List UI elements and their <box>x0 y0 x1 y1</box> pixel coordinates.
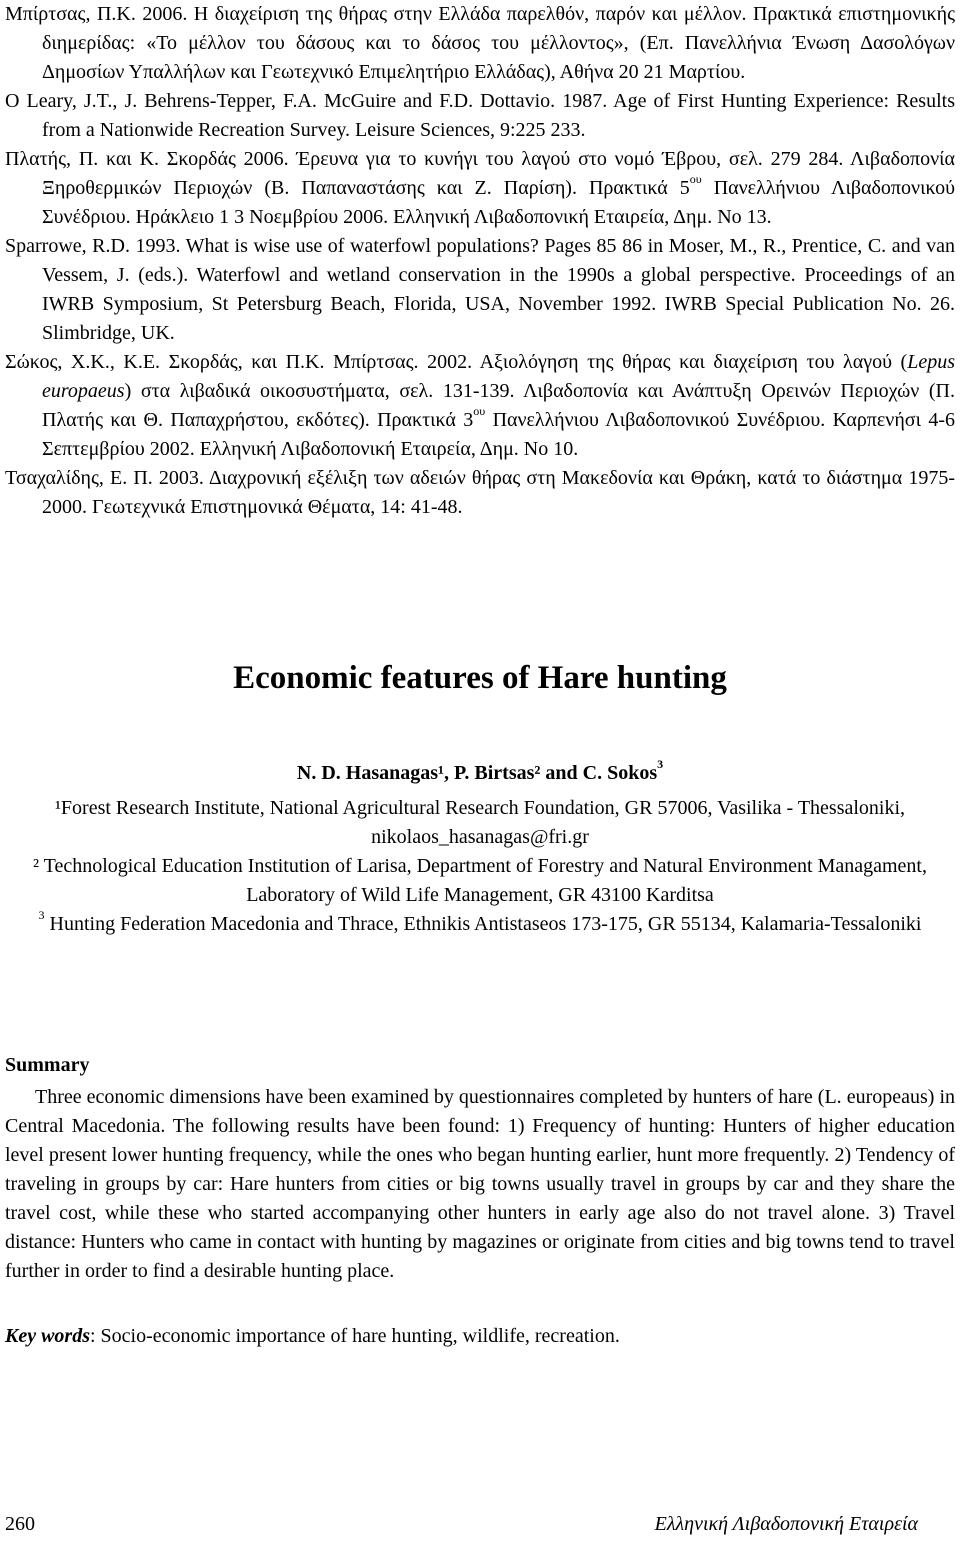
paper-title: Economic features of Hare hunting <box>233 660 727 696</box>
affiliation-2: ² Technological Education Institution of Larisa, Department of Forestry and Natural Environment Managament, Laboratory of Wild Life Management, GR 43100 Karditsa <box>33 855 927 906</box>
superscript: 3 <box>657 757 664 772</box>
affiliation-1: ¹Forest Research Institute, National Agricultural Research Foundation, GR 57006, Vasilika - Thessaloniki, nikolaos_hasanagas@fri.gr <box>54 797 906 848</box>
superscript: ου <box>689 172 702 187</box>
affiliation-text: Hunting Federation Macedonia and Thrace, Ethnikis Antistaseos 173-175, GR 55134, Kalamaria-Tessaloniki <box>49 913 922 935</box>
author-names: N. D. Hasanagas¹, P. Birtsas² and C. Sokos <box>296 762 658 784</box>
summary-text: Three economic dimensions have been examined by questionnaires completed by hunters of hare (L. europeaus) in Central Macedonia. The following results have been found: 1) Frequency of hunting: Hunters of higher education level present lower hunting frequency, while the ones who began hunting earlier, hunt more frequently. 2) Tendency of traveling in groups by car: Hare hunters from cities or big towns usually travel in groups by car and they share the travel cost, while these who started accompanying other hunters in early age also do not travel alone. 3) Travel distance: Hunters who came in contact with hunting by magazines or originate from cities and big towns tend to travel further in order to find a desirable hunting place. <box>5 1086 955 1282</box>
reference-text: ) στα λιβαδικά οικοσυστήματα, σελ. 131-139. Λιβαδοπονία και Ανάπτυξη Ορεινών Περιοχών (Π. Πλατής και Θ. Παπαχρήστου, εκδότες). Πρακτικά 3 <box>42 380 955 431</box>
reference-text: Πανελλήνιου Λιβαδοπονικού Συνέδριου. Καρπενήσι 4-6 Σεπτεμβρίου 2002. Ελληνική Λιβαδοπονική Εταιρεία, Δημ. Νο 10. <box>42 409 955 460</box>
author-line <box>0 757 960 785</box>
reference-item: O Leary, J.T., J. Behrens-Tepper, F.A. McGuire and F.D. Dottavio. 1987. Age of First Hunting Experience: Results from a Nationwide Recreation Survey. Leisure Sciences, 9:225 233. <box>5 90 955 141</box>
keywords-text: : Socio-economic importance of hare hunting, wildlife, recreation. <box>90 1325 620 1347</box>
reference-item: Μπίρτσας, Π.Κ. 2006. Η διαχείριση της θήρας στην Ελλάδα παρελθόν, παρόν και μέλλον. Πρακτικά επιστημονικής διημερίδας: «Το μέλλον του δάσους και το δάσος του μέλλοντος», (Επ. Πανελλήνια Ένωση Δασολόγων Δημοσίων Υπαλλήλων και Γεωτεχνικό Επιμελητήριο Ελλάδας), Αθήνα 20 21 Μαρτίου. <box>5 3 955 83</box>
keywords-label: Key words <box>5 1325 90 1347</box>
reference-text: Σώκος, Χ.Κ., Κ.Ε. Σκορδάς, και Π.Κ. Μπίρτσας. 2002. Αξιολόγηση της θήρας και διαχείριση του λαγού ( <box>5 351 908 373</box>
reference-text: Πανελλήνιου Λιβαδοπονικού Συνέδριου. Ηράκλειο 1 3 Νοεμβρίου 2006. Ελληνική Λιβαδοπονική Εταιρεία, Δημ. Νο 13. <box>42 177 955 228</box>
reference-text: Πλατής, Π. και Κ. Σκορδάς 2006. Έρευνα για το κυνήγι του λαγού στο νομό Έβρου, σελ. 279 284. Λιβαδοπονία Ξηροθερμικών Περιοχών (Β. Παπαναστάσης και Ζ. Παρίση). Πρακτικά 5 <box>5 148 955 199</box>
references-list <box>5 0 955 522</box>
reference-item <box>5 145 955 232</box>
affiliation-3 <box>0 910 960 939</box>
superscript: ου <box>473 404 486 419</box>
species-name: Lepus europaeus <box>42 351 955 402</box>
publisher-footer: Ελληνική Λιβαδοπονική Εταιρεία <box>654 1513 918 1535</box>
superscript: 3 <box>38 908 45 923</box>
reference-item <box>5 348 955 464</box>
reference-item: Sparrowe, R.D. 1993. What is wise use of waterfowl populations? Pages 85 86 in Moser, M., R., Prentice, C. and van Vessem, J. (eds.). Waterfowl and wetland conservation in the 1990s a global perspective. Proceedings of an IWRB Symposium, St Petersburg Beach, Florida, USA, November 1992. IWRB Special Publication No. 26. Slimbridge, UK. <box>5 235 955 344</box>
reference-item: Τσαχαλίδης, Ε. Π. 2003. Διαχρονική εξέλιξη των αδειών θήρας στη Μακεδονία και Θράκη, κατά το διάστημα 1975-2000. Γεωτεχνικά Επιστημονικά Θέματα, 14: 41-48. <box>5 467 955 518</box>
page-number: 260 <box>5 1513 35 1535</box>
affiliations <box>0 794 960 939</box>
keywords <box>5 1325 955 1348</box>
summary-heading: Summary <box>5 1054 90 1076</box>
